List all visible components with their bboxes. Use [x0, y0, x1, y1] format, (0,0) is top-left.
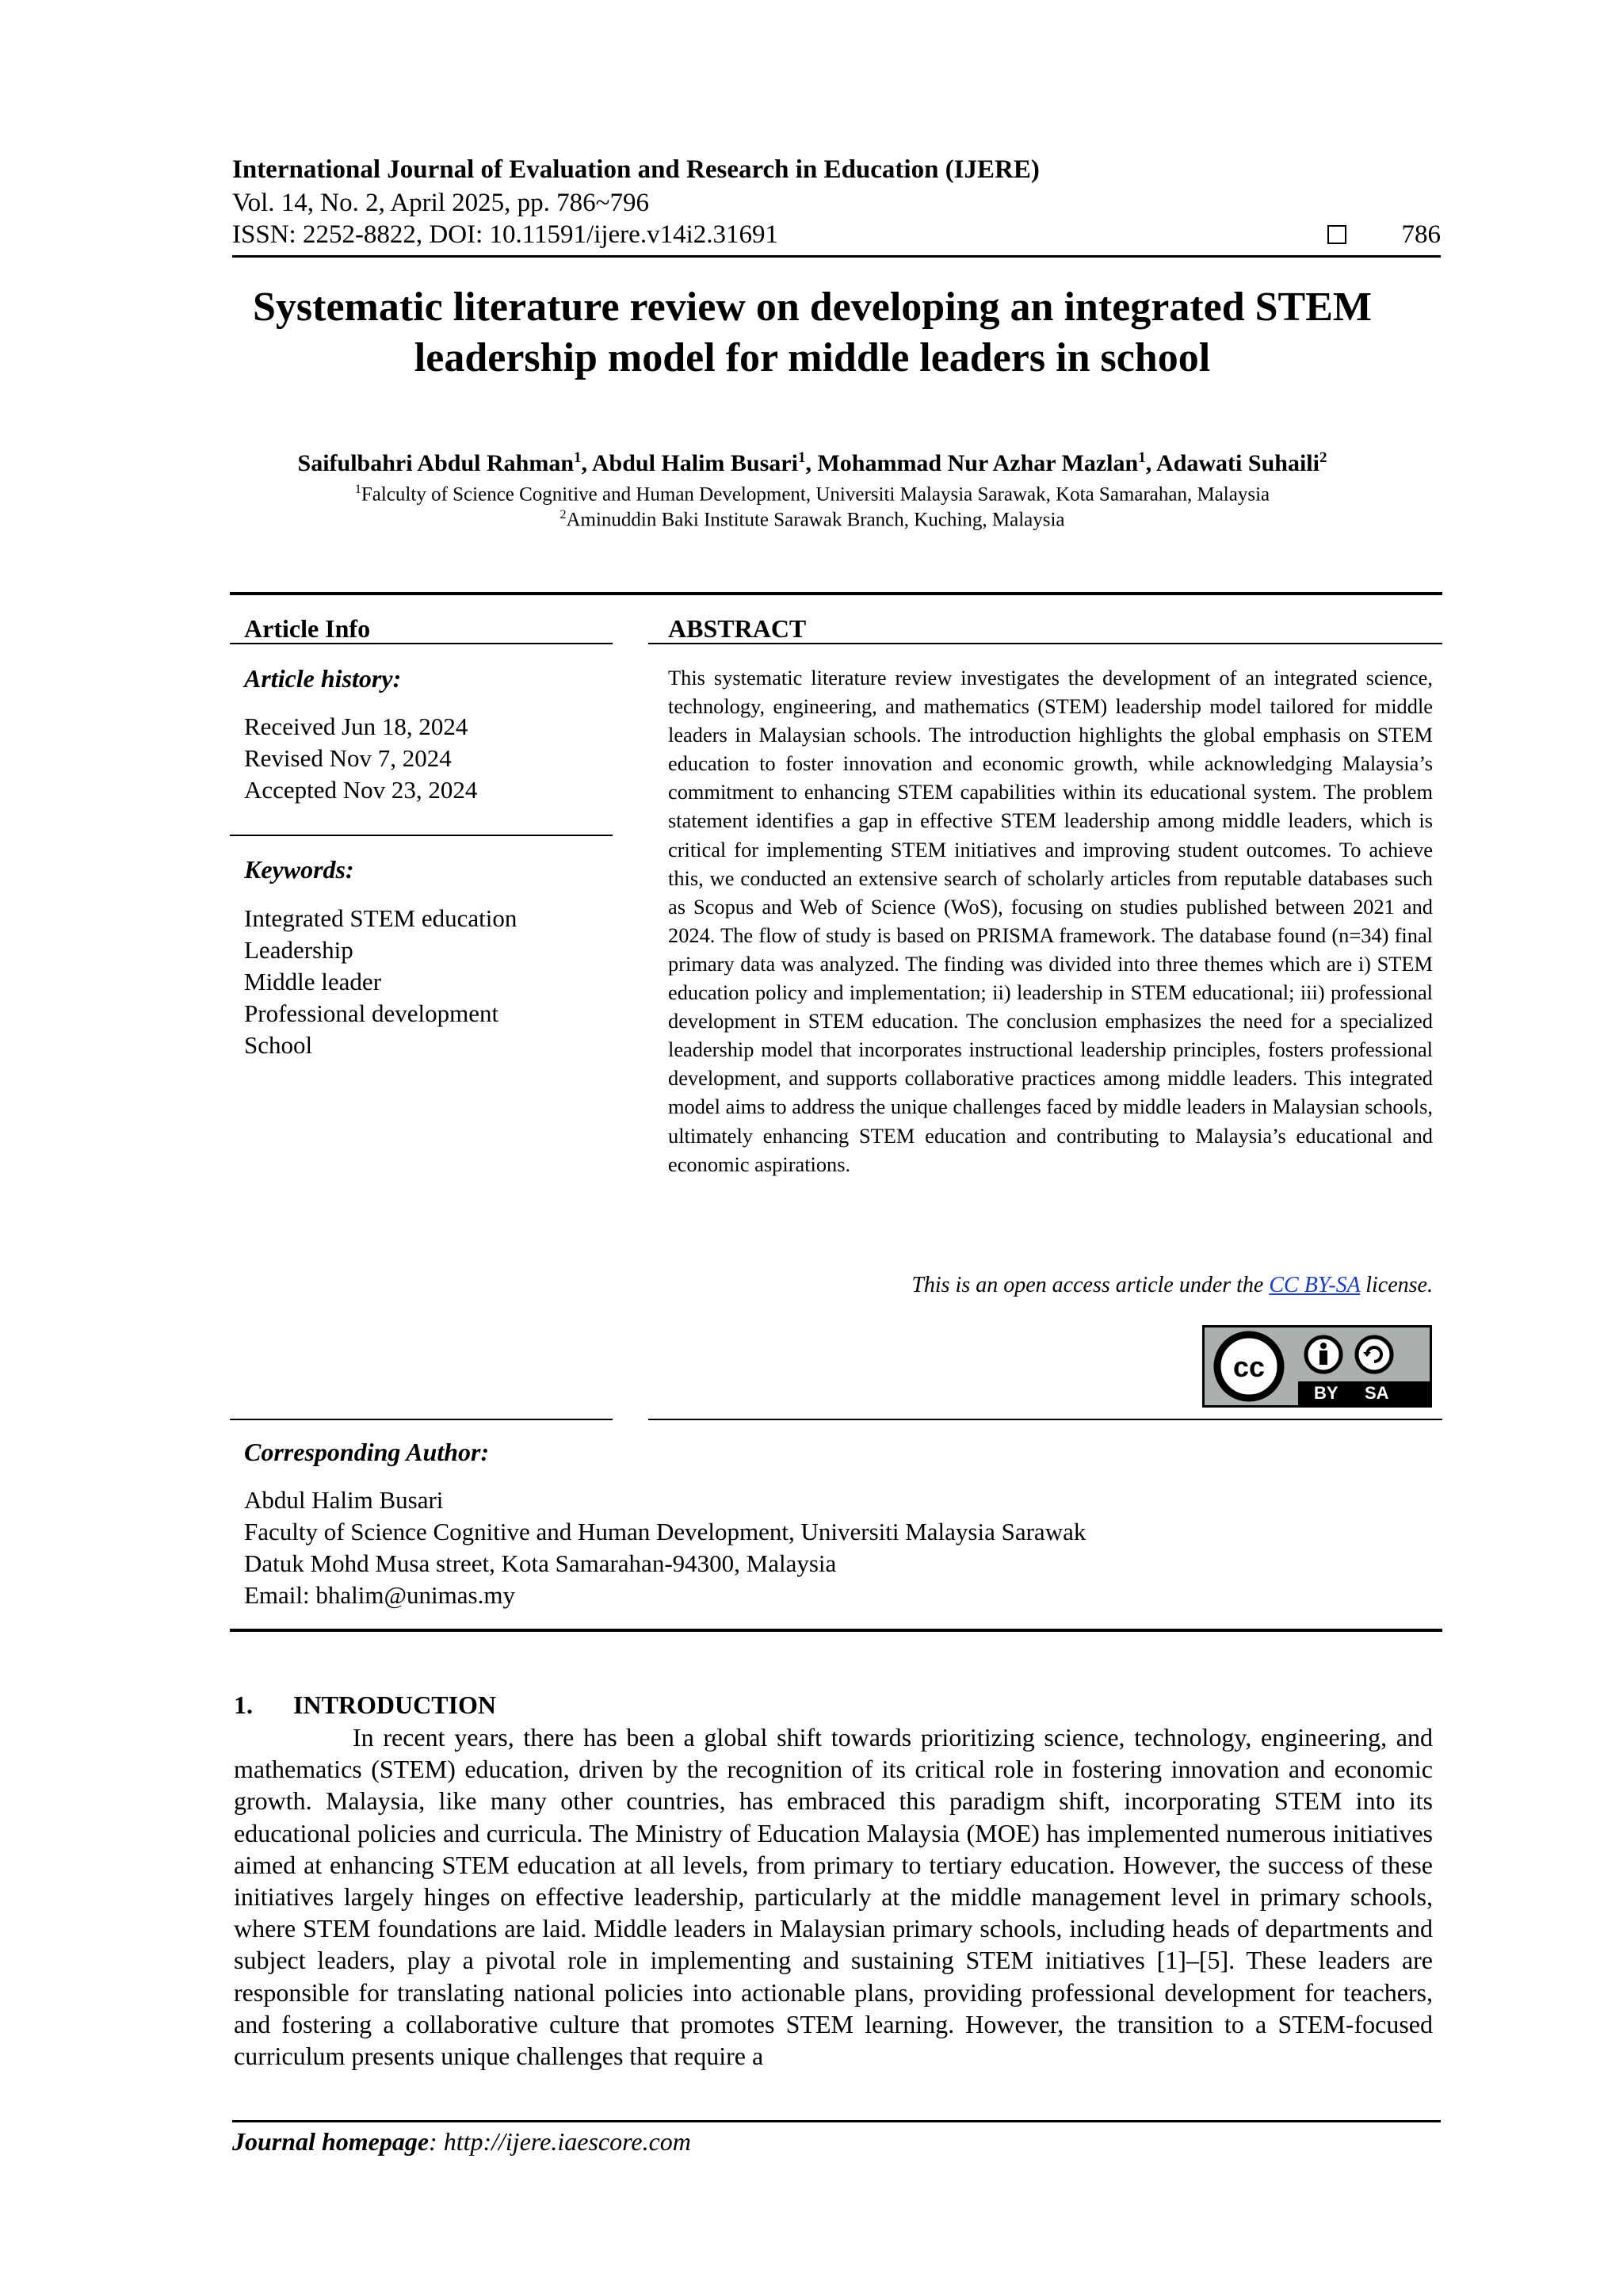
- cc-by-sa-badge[interactable]: [1202, 1325, 1432, 1408]
- footer-rule: [232, 2120, 1441, 2122]
- cc-badge-strip: [1298, 1381, 1430, 1405]
- cc-by-label: BY: [1314, 1383, 1338, 1403]
- introduction-paragraph: In recent years, there has been a global shift towards prioritizing science, technology, engineering, and mathematics (STEM) education, driven by the recognition of its critical role in fostering innovation and economic growth. Malaysia, like many other countries, has embraced this paradigm shift, incorporating STEM into its educational policies and curricula. The Ministry of Education Malaysia (MOE) has implemented numerous initiatives aimed at enhancing STEM education at all levels, from primary to tertiary education. However, the success of these initiatives largely hinges on effective leadership, particularly at the middle management level in primary schools, where STEM foundations are laid. Middle leaders in Malaysian primary schools, including heads of departments and subject leaders, play a pivotal role in implementing and sustaining STEM initiatives [1]–[5]. These leaders are responsible for translating national policies into actionable plans, providing professional development for teachers, and fostering a collaborative culture that promotes STEM learning. However, the transition to a STEM-focused curriculum presents unique challenges that require a: [234, 1723, 1433, 2071]
- author-affil-sup: 1: [574, 449, 582, 466]
- header-right: [1327, 219, 1442, 250]
- affiliation-2: $^2$Aminuddin Baki Institute Sarawak Branch, Kuching, Malaysia: [559, 508, 1065, 531]
- paper-title: [158, 282, 1466, 384]
- keyword: School: [244, 1031, 313, 1059]
- cc-sa-label: SA: [1365, 1383, 1389, 1403]
- received-date: Received Jun 18, 2024: [244, 712, 468, 740]
- journal-name: International Journal of Evaluation and Research in Education (IJERE): [232, 155, 1040, 184]
- affiliation-1: $^1$Falculty of Science Cognitive and Human Development, Universiti Malaysia Sarawak, Kota Samarahan, Malaysia: [354, 483, 1270, 506]
- square-icon: [1327, 225, 1346, 244]
- article-info-heading: Article Info: [244, 614, 371, 643]
- paper-title-line2: leadership model for middle leaders in school: [414, 335, 1211, 380]
- abstract-text: This systematic literature review investigates the development of an integrated science, technology, engineering, and mathematics (STEM) leadership model tailored for middle leaders in Malaysian schools. The introduction highlights the global emphasis on STEM education to foster innovation and economic growth, while acknowledging Malaysia’s commitment to enhancing STEM capabilities within its educational system. The problem statement identifies a gap in effective STEM leadership among middle leaders, which is critical for implementing STEM initiatives and improving student outcomes. To achieve this, we conducted an extensive search of scholarly articles from reputable databases such as Scopus and Web of Science (WoS), focusing on studies published between 2021 and 2024. The flow of study is based on PRISMA framework. The database found (n=34) final primary data was analyzed. The finding was divided into three themes which are i) STEM education policy and implementation; ii) leadership in STEM educational; iii) professional development in STEM education. The conclusion emphasizes the need for a specialized leadership model that incorporates instructional leadership principles, fosters professional development, and supports collaborative practices among middle leaders. This integrated model aims to address the unique challenges faced by middle leaders in Malaysian schools, ultimately enhancing STEM education and contributing to Malaysia’s educational and economic aspirations.: [668, 666, 1433, 1176]
- revised-date: Revised Nov 7, 2024: [244, 744, 452, 772]
- corresponding-author-heading: Corresponding Author:: [244, 1438, 490, 1466]
- keyword: Leadership: [244, 936, 353, 964]
- corresponding-author-faculty: Faculty of Science Cognitive and Human Development, Universiti Malaysia Sarawak: [244, 1518, 1086, 1545]
- author-name: Mohammad Nur Azhar Mazlan: [817, 450, 1139, 476]
- section-heading-introduction: 1. INTRODUCTION: [234, 1690, 497, 1719]
- author-separator: ,: [581, 450, 592, 476]
- keyword: Professional development: [244, 999, 499, 1027]
- corresponding-bottom-rule: [230, 1629, 1442, 1632]
- info-bottom-rule: [230, 1419, 613, 1420]
- author-separator: ,: [1145, 450, 1157, 476]
- author-separator: ,: [805, 450, 818, 476]
- journal-homepage: Journal homepage: http://ijere.iaescore.com: [232, 2127, 691, 2156]
- author-affil-sup: 1: [1138, 449, 1146, 466]
- author-affil-sup: 2: [1319, 449, 1327, 466]
- cc-mark-text: cc: [1232, 1350, 1266, 1383]
- introduction-body: [234, 1721, 1433, 2072]
- article-history-heading: Article history:: [244, 664, 402, 693]
- journal-volume: Vol. 14, No. 2, April 2025, pp. 786~796: [232, 189, 650, 217]
- corresponding-author-address: Datuk Mohd Musa street, Kota Samarahan-94300, Malaysia: [244, 1549, 837, 1577]
- cc-by-sa-link[interactable]: CC BY-SA: [1269, 1273, 1361, 1297]
- keyword: Integrated STEM education: [244, 904, 517, 932]
- author-name: Abdul Halim Busari: [591, 450, 798, 476]
- corresponding-author-email: Email: bhalim@unimas.my: [244, 1581, 515, 1609]
- author-name: Saifulbahri Abdul Rahman: [297, 450, 575, 476]
- keywords-heading: Keywords:: [244, 855, 354, 884]
- history-bottom-rule: [230, 835, 613, 836]
- accepted-date: Accepted Nov 23, 2024: [244, 776, 478, 804]
- journal-homepage-url[interactable]: http://ijere.iaescore.com: [443, 2127, 691, 2156]
- author-name: Adawati Suhaili: [1156, 450, 1319, 476]
- license-statement: This is an open access article under the CC BY-SA license.: [911, 1273, 1433, 1297]
- keyword: Middle leader: [244, 968, 382, 995]
- abstract-bottom-rule: [648, 1419, 1442, 1420]
- page-number: 786: [1401, 220, 1441, 249]
- paper-title-line1: Systematic literature review on developing an integrated STEM: [252, 285, 1373, 330]
- journal-issn-doi: ISSN: 2252-8822, DOI: 10.11591/ijere.v14i2.31691: [232, 220, 778, 249]
- info-box-top-rule: [230, 592, 1442, 595]
- abstract-heading: ABSTRACT: [668, 614, 807, 643]
- author-list: [158, 442, 1466, 479]
- author-affil-sup: 1: [797, 449, 806, 466]
- corresponding-author-name: Abdul Halim Busari: [244, 1486, 444, 1514]
- header-rule: [232, 255, 1441, 258]
